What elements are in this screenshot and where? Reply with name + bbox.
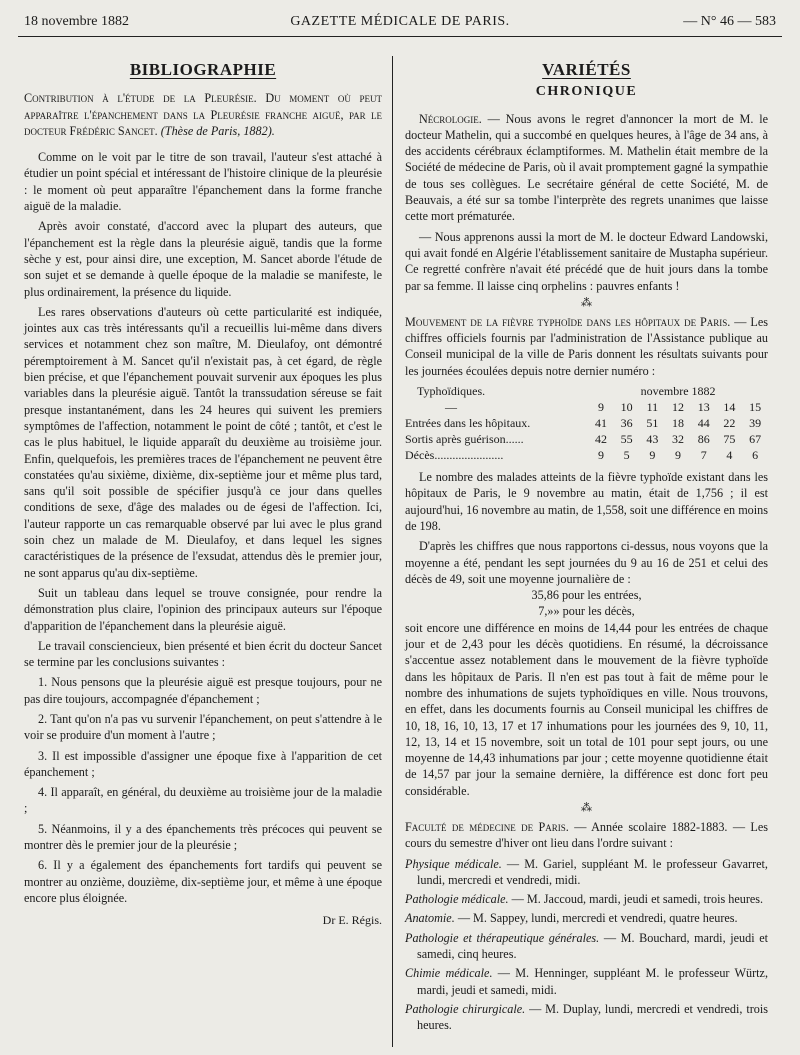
course-detail: — M. Henninger, suppléant M. le professeur Würtz, mardi, jeudi et samedi, midi. [417, 966, 768, 997]
table-cell: 9 [597, 448, 604, 463]
average-entries: 35,86 pour les entrées, [531, 588, 642, 603]
course-name: Pathologie et thérapeutique générales. [405, 930, 600, 945]
review-source: (Thèse de Paris, 1882). [160, 123, 275, 138]
table-cell: 55 [620, 432, 633, 447]
table-cell: 41 [594, 416, 607, 431]
header-title: GAZETTE MÉDICALE DE PARIS. [290, 14, 510, 29]
row-label: Sortis après guérison...... [405, 432, 524, 447]
conclusion-item: 2. Tant qu'on n'a pas vu survenir l'épanchement, on peut s'attendre à le voir se produire d'un moment à l'autre ; [24, 711, 382, 743]
table-cell: 51 [646, 416, 659, 431]
table-cell: 9 [649, 448, 656, 463]
table-cell: 36 [620, 416, 633, 431]
course-item [405, 1001, 768, 1034]
chronique-heading: CHRONIQUE [535, 84, 638, 100]
table-cell: 67 [749, 432, 762, 447]
header-issue: — N° 46 — 583 [683, 14, 776, 29]
table-cell: 4 [726, 448, 733, 463]
course-detail: — M. Sappey, lundi, mercredi et vendredi, quatre heures. [454, 911, 738, 926]
conclusion-item: 5. Néanmoins, il y a des épanchements très précoces qui peuvent se montrer dès le premier jour de la pleurésie ; [24, 821, 382, 853]
fever-paragraph-4: soit encore une différence en moins de 14,44 pour les entrées de chaque jour et de 2,43 pour les décès quotidiens. En résumé, la décroissance s'accentue assez notablement dans le mouvement de la fièvre typhoïde dans les hôpitaux de Paris. Il n'en est pas tout à fait de même pour le nombre des inhumations de sujets typhoïdiques en ville. Nous trouvons, en effet, dans les documents fournis au Conseil municipal les chiffres de 10, 18, 16, 10, 13, 17 et 17 inhumations pour les journées des 9, 10, 11, 12, 13, 14 et 15 novembre, soit un total de 101 pour sept jours, ou une moyenne de 14,43 inhumations par jour ; cette moyenne quotidienne était de 14,57 par jour la semaine dernière, la différence est donc fort peu considérable. [405, 620, 768, 798]
page-header [24, 14, 776, 36]
review-title [24, 90, 382, 139]
table-cell: 42 [594, 432, 607, 447]
signature: Dr E. Régis. [322, 913, 382, 928]
review-paragraph: Le travail consciencieux, bien présenté et bien écrit du docteur Sancet se termine par les conclusions suivantes : [24, 638, 382, 670]
table-cell: 22 [723, 416, 736, 431]
table-day: 9 [597, 400, 604, 415]
right-column [405, 62, 768, 1037]
course-detail: — M. Bouchard, mardi, jeudi et samedi, cinq heures. [417, 930, 768, 962]
table-row [405, 447, 768, 463]
course-item [405, 910, 768, 926]
course-detail: — M. Gariel, suppléant M. le professeur Gavarret, lundi, mercredi et vendredi, midi. [417, 856, 768, 887]
faculty-text: — Année scolaire 1882-1883. — Les cours du semestre d'hiver ont lieu dans l'ordre suivant : [405, 819, 769, 851]
course-detail: — M. Duplay, lundi, mercredi et vendredi, trois heures. [417, 1001, 768, 1033]
table-dash: — [445, 400, 457, 415]
table-cell: 39 [749, 416, 762, 431]
table-cell: 32 [672, 432, 685, 447]
review-paragraph: Comme on le voit par le titre de son travail, l'auteur s'est attaché à étudier un point spécial et intéressant de l'histoire clinique de la pleurésie : le moment où peut apparaître l'épanchement dans la forme franche aiguë de la maladie. [24, 150, 382, 214]
course-item [405, 965, 768, 998]
table-cell: 75 [723, 432, 736, 447]
faculty-intro [405, 819, 768, 852]
table-day: 11 [646, 400, 659, 415]
table-day: 10 [620, 400, 633, 415]
left-column [24, 62, 382, 929]
header-date: 18 novembre 1882 [24, 14, 129, 29]
bibliography-heading: BIBLIOGRAPHIE [129, 60, 277, 79]
fever-paragraph-2: Le nombre des malades atteints de la fièvre typhoïde existant dans les hôpitaux de Paris, le 9 novembre au matin, était de 1,756 ; il est aujourd'hui, 16 novembre au matin, de 1,558, soit une différence en moins de 198. [405, 470, 768, 533]
column-divider [392, 56, 393, 1047]
row-label: Entrées dans les hôpitaux. [405, 416, 531, 431]
necrology-label: Nécrologie. [419, 111, 482, 126]
review-paragraph: Suit un tableau dans lequel se trouve consignée, pour rendre la démonstration plus claire, l'opinion des principaux auteurs sur l'époque d'apparition de l'épanchement dans la pleurésie aiguë. [24, 585, 382, 633]
course-detail: — M. Jaccoud, mardi, jeudi et samedi, trois heures. [508, 892, 764, 907]
review-paragraph: Les rares observations d'auteurs où cette particularité est indiquée, jointes aux cas très intéressants qu'il a recueillis lui-même dans divers services et notamment chez son maître, M. Dieulafoy, ont démontré péremptoirement à M. Sancet qu'il n'existait pas, à cet égard, de règle bien précise, et que l'épanchement pouvait survenir aux époques les plus variables dans la pleurésie aiguë. Tantôt la transsudation séreuse se fait presque instantanément, dans les 24 heures qui suivent les premiers symptômes de l'affection, notamment le point de côté ; tantôt, et c'est le cas le plus habituel, le liquide apparaît du deuxième au troisième jour. Enfin, quelquefois, les premières traces de l'épanchement ne peuvent être constatées qu'au sixième, dixième, dix-septième jour et même plus tard, sans qu'il soit possible de spécifier jusqu'à ce jour dans quelles conditions de sexe, d'âge des malades ou de égesi de l'affection. Ici, l'auteur rapporte un cas remarquable observé par lui avec le plus grand soin chez un malade de M. Dieulafoy, et dans lequel les signes caractéristiques de la présence de l'exsudat, attendus dès le premier jour, ne sont apparus qu'au dix-septième. [24, 304, 382, 580]
table-day: 12 [672, 400, 685, 415]
table-cell: 18 [672, 416, 685, 431]
conclusion-item: 6. Il y a également des épanchements fort tardifs qui peuvent se montrer au onzième, douzième, dix-septième jour, et même à une époque encore plus éloignée. [24, 858, 382, 905]
table-row [405, 431, 768, 447]
table-row [405, 415, 768, 431]
section-stars: ⁂ [581, 296, 592, 309]
table-day: 15 [749, 400, 762, 415]
course-name: Chimie médicale. [405, 966, 493, 981]
table-cell: 9 [675, 448, 682, 463]
table-cell: 86 [697, 432, 710, 447]
course-name: Anatomie. [405, 911, 455, 926]
course-item [405, 891, 768, 907]
row-label: Décès....................... [405, 448, 504, 463]
table-cell: 7 [700, 448, 707, 463]
varietes-heading: VARIÉTÉS [542, 60, 631, 79]
review-title-text: Contribution à l'étude de la Pleurésie. Du moment où peut apparaître l'épanchement dans la Pleurésie franche aiguë, par le docteur Frédéric Sancet. [24, 91, 382, 138]
conclusion-item: 3. Il est impossible d'assigner une époque fixe à l'apparition de cet épanchement ; [24, 748, 382, 779]
table-month: novembre 1882 [640, 384, 716, 399]
conclusion-item: 1. Nous pensons que la pleurésie aiguë est presque toujours, pour ne pas dire toujours, accompagnée d'épanchement ; [24, 675, 382, 706]
conclusion-item: 4. Il apparaît, en général, du deuxième au troisième jour de la maladie ; [24, 785, 382, 816]
section-stars-2: ⁂ [581, 801, 592, 814]
fever-label: Mouvement de la fièvre typhoïde dans les hôpitaux de Paris. [405, 314, 731, 329]
course-list [405, 856, 768, 1034]
course-name: Physique médicale. [405, 856, 502, 871]
header-rule [18, 36, 782, 37]
faculty-label: Faculté de médecine de Paris. [405, 819, 569, 834]
fever-table [405, 383, 768, 463]
fever-intro [405, 314, 768, 379]
table-cell: 43 [646, 432, 659, 447]
table-day: 14 [723, 400, 736, 415]
review-paragraph: Après avoir constaté, d'accord avec la plupart des auteurs, que l'épanchement est la règle dans la pleurésie aiguë, tandis que la forme sèche y est, pour ainsi dire, une exception, M. Sancet aborde l'étude de son sujet et se demande à quelle époque de la maladie se manifeste, le plus ordinairement, la présence du liquide. [24, 219, 382, 299]
course-item [405, 930, 768, 963]
average-deaths: 7,»» pour les décès, [538, 604, 635, 619]
table-cell: 5 [623, 448, 630, 463]
course-name: Pathologie chirurgicale. [405, 1001, 526, 1016]
table-cell: 44 [697, 416, 710, 431]
necrology-text: — Nous avons le regret d'annoncer la mort de M. le docteur Mathelin, qui a succombé en quelques heures, à l'âge de 34 ans, à des accidents cérébraux éclamptiformes. M. Mathelin était membre de la Société de médecine de Paris, où il avait promptement gagné la sympathie de tous ses collègues. Le secrétaire général de cette Société, M. de Beauvais, a été sur sa tombe l'interprète des regrets unanimes que laisse cette mort prématurée. [405, 111, 769, 224]
table-day: 13 [697, 400, 710, 415]
necrology-paragraph-2: — Nous apprenons aussi la mort de M. le docteur Edward Landowski, qui avait fondé en Algérie l'établissement sanitaire de Mustapha supérieur. Ce regretté confrère n'avait été précédé que de huit jours dans la tombe par sa femme. Il laisse cinq orphelins : pauvres enfants ! [405, 229, 768, 293]
table-cell: 6 [752, 448, 759, 463]
necrology-paragraph [405, 111, 768, 225]
fever-paragraph-3: D'après les chiffres que nous rapportons ci-dessus, nous voyons que la moyenne a été, pendant les sept journées du 9 au 16 de 251 et celui des décès de 49, soit une moyenne journalière de : [405, 539, 768, 586]
fever-text: — Les chiffres officiels fournis par l'administration de l'Assistance publique au Conseil municipal de la ville de Paris donnent les résultats suivants pour les journées écoulées depuis notre dernier numéro : [405, 314, 768, 378]
course-item [405, 856, 768, 889]
table-title: Typhoïdiques. [417, 384, 486, 399]
course-name: Pathologie médicale. [405, 892, 509, 907]
